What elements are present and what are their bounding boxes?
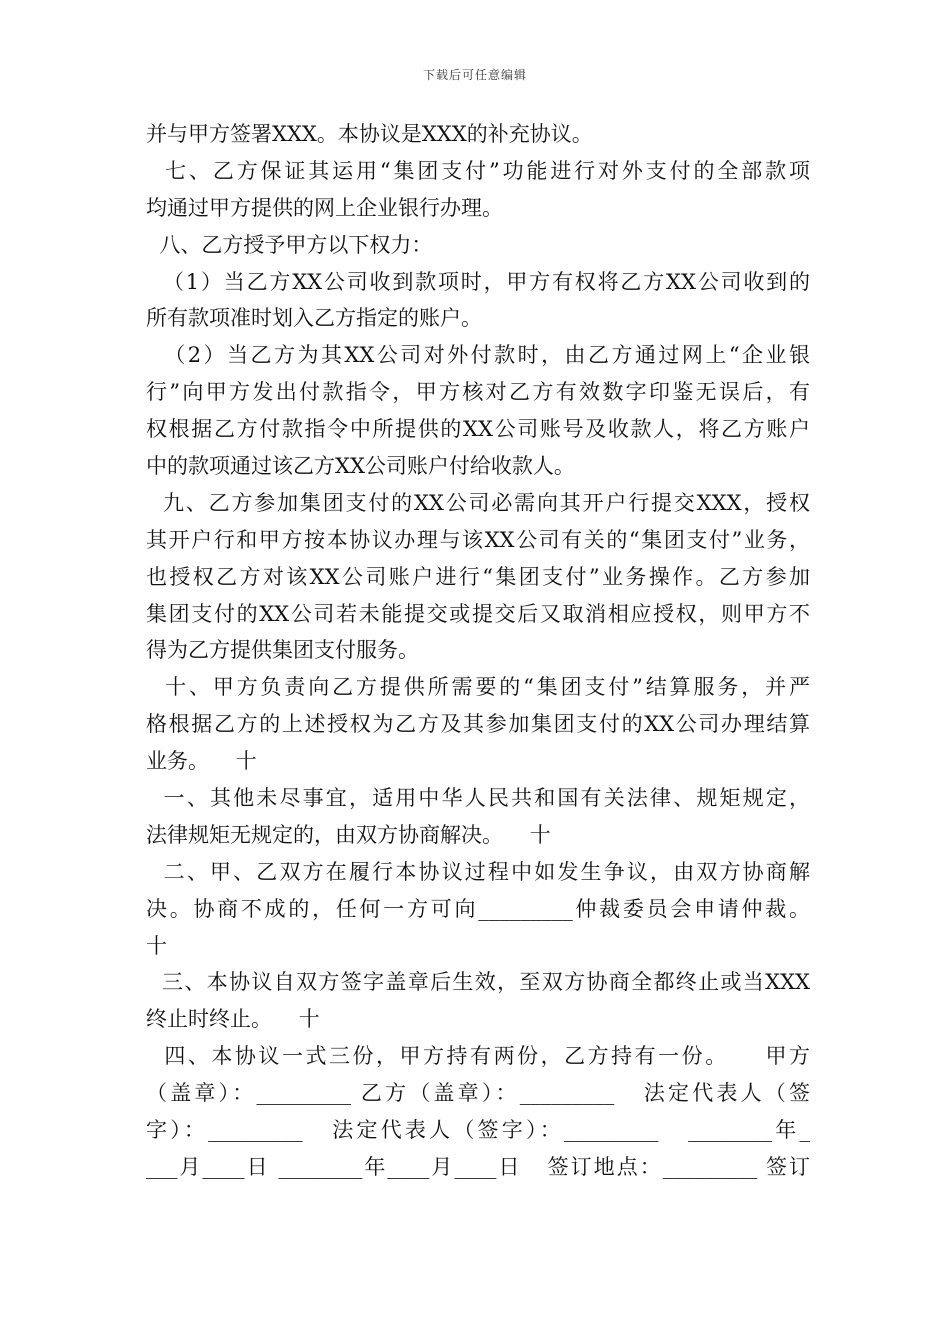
page-header: 下载后可任意编辑 [422,68,527,82]
document-body [146,116,810,1186]
text-line: 一、其他未尽事宜，适用中华人民共和国有关法律、规矩规定， [146,786,810,811]
text-line: 十、甲方负责向乙方提供所需要的“集团支付”结算服务，并严 [146,675,810,700]
text-line: （盖章）：_________ 乙方（盖章）：_________ 法定代表人（签 [146,1081,810,1106]
text-line: 决。协商不成的，任何一方可向_________仲裁委员会申请仲裁。 [146,896,810,921]
text-line: 并与甲方签署XXX。本协议是XXX的补充协议。 [146,122,593,146]
text-line: 四、本协议一式三份，甲方持有两份，乙方持有一份。 甲方 [146,1044,810,1069]
text-line: 九、乙方参加集团支付的XX公司必需向其开户行提交XXX，授权 [146,490,810,515]
text-line: 法律规矩无规定的，由双方协商解决。 十 [146,822,551,847]
text-line: 业务。 十 [146,749,257,774]
text-line: （2）当乙方为其XX公司对外付款时，由乙方通过网上“企业银 [146,343,810,368]
text-line: 集团支付的XX公司若未能提交或提交后又取消相应授权，则甲方不 [146,601,810,626]
text-line: 字）：_________ 法定代表人（签字）：_________ ________年_ [146,1118,810,1143]
text-line: 得为乙方提供集团支付服务。 [146,638,419,663]
text-line: 二、甲、乙双方在履行本协议过程中如发生争议，由双方协商解 [146,859,810,884]
text-line: 中的款项通过该乙方XX公司账户付给收款人。 [146,454,575,479]
text-line: 均通过甲方提供的网上企业银行办理。 [146,195,503,220]
text-line: 其开户行和甲方按本协议办理与该XX公司有关的“集团支付”业务， [146,527,810,552]
text-line: 八、乙方授予甲方以下权力： [146,232,433,257]
text-line: 行”向甲方发出付款指令，甲方核对乙方有效数字印鉴无误后，有 [146,380,810,405]
text-line: 格根据乙方的上述授权为乙方及其参加集团支付的XX公司办理结算 [146,712,810,737]
text-line: 也授权乙方对该XX公司账户进行“集团支付”业务操作。乙方参加 [146,564,810,589]
text-line: 十 [146,933,167,958]
text-line: 七、乙方保证其运用“集团支付”功能进行对外支付的全部款项 [146,158,810,183]
text-line: 所有款项准时划入乙方指定的账户。 [146,306,482,331]
text-line: 终止时终止。 十 [146,1007,320,1032]
text-line: （1）当乙方XX公司收到款项时，甲方有权将乙方XX公司收到的 [146,269,810,294]
text-line: 三、本协议自双方签字盖章后生效，至双方协商全都终止或当XXX [146,970,810,995]
text-line: 权根据乙方付款指令中所提供的XX公司账号及收款人，将乙方账户 [146,417,810,442]
text-line: ___月____日 ________年____月____日 签订地点：_________ 签订 [146,1154,810,1179]
